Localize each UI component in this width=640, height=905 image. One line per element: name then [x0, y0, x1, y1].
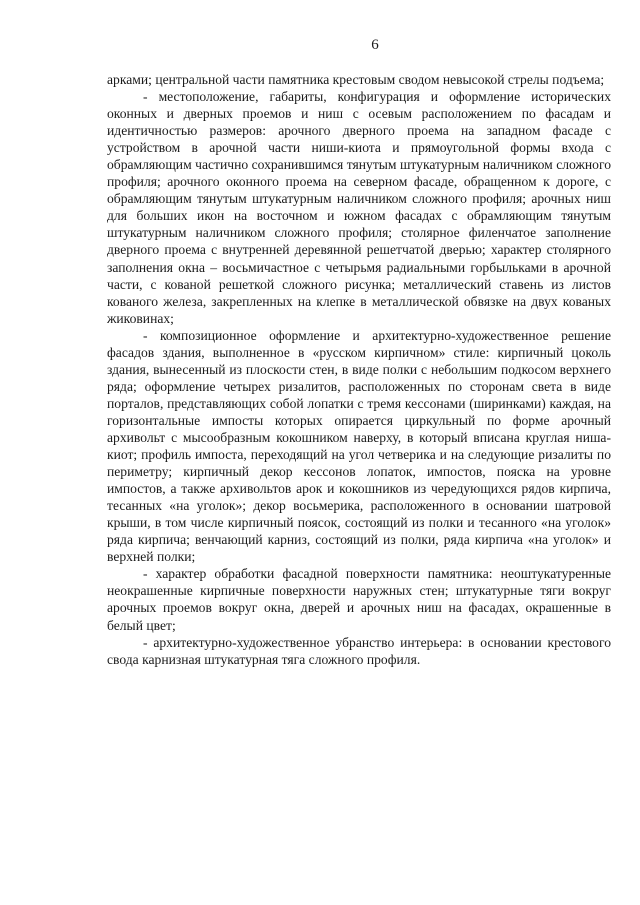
- paragraph-interior: - архитектурно-художественное убранство интерьера: в основании крестового свода карнизная штукатурная тяга сложного профиля.: [107, 634, 611, 667]
- document-body: [107, 71, 611, 668]
- paragraph-facades: - композиционное оформление и архитектурно-художественное решение фасадов здания, выполненное в «русском кирпичном» стиле: кирпичный цоколь здания, вынесенный из плоскости стен, в виде полки с небольшим подкосом верхнего ряда; оформление четырех ризалитов, расположенных по сторонам света в виде порталов, представляющих собой лопатки с тремя кессонами (ширинками) каждая, на горизонтальные импосты которых опирается циркульный по форме арочный архивольт с мысообразным кокошником наверху, в который вписана круглая ниша-киот; профиль импоста, переходящий на угол четверика и на следующие ризалиты по периметру; кирпичный декор кессонов лопаток, импостов, пояска на уровне импостов, а также архивольтов арок и кокошников из чередующихся рядов кирпича, тесанных «на уголок»; декор восьмерика, расположенного в основании шатровой крыши, в том числе кирпичный поясок, состоящий из полки и тесанного «на уголок» ряда кирпича; венчающий карниз, состоящий из полки, ряда кирпича «на уголок» и верхней полки;: [107, 327, 611, 565]
- page-number: 6: [371, 37, 379, 53]
- paragraph-continuation: арками; центральной части памятника крестовым сводом невысокой стрелы подъема;: [107, 72, 605, 87]
- paragraph-openings: - местоположение, габариты, конфигурация и оформление исторических оконных и дверных проемов и ниш с осевым расположением по фасадам и идентичностью размеров: арочного дверного проема на западном фасаде с устройством в арочной части ниши-киота и прямоугольной формы входа с обрамляющим частично сохранившимся тянутым штукатурным наличником сложного профиля; арочного оконного проема на северном фасаде, обращенном к дороге, с обрамляющим тянутым штукатурным наличником сложного профиля; арочных ниш для больших икон на восточном и южном фасадах с обрамляющим тянутым штукатурным наличником сложного профиля; столярное филенчатое заполнение дверного проема с внутренней деревянной решетчатой дверью; характер столярного заполнения окна – восьмичастное с четырьмя радиальными горбыльками в арочной части, с кованой решеткой сложного рисунка; металлический ставень из листов кованого железа, закрепленных на клепке в металлической обвязке на двух кованых жиковинах;: [107, 89, 611, 326]
- paragraph-surface: - характер обработки фасадной поверхности памятника: неоштукатуренные неокрашенные кирпичные поверхности наружных стен; штукатурные тяги вокруг арочных проемов вокруг окна, дверей и арочных ниш на фасадах, окрашенные в белый цвет;: [107, 566, 611, 633]
